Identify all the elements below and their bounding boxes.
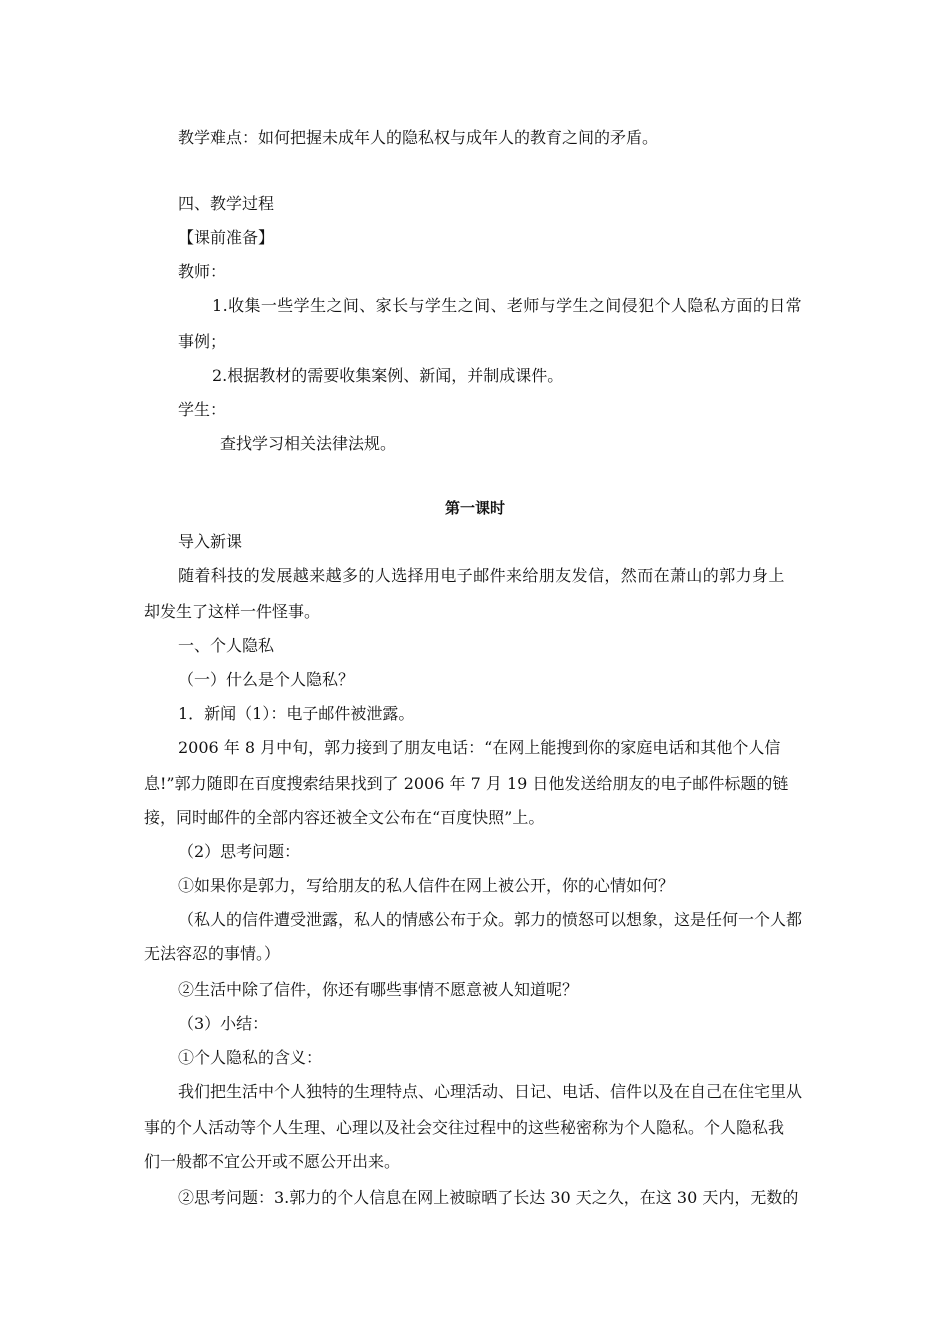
news-1-heading: 1．新闻（1）：电子邮件被泄露。 xyxy=(178,704,415,723)
news-paragraph-cont-2: 接，同时邮件的全部内容还被全文公布在“百度快照”上。 xyxy=(144,808,545,827)
intro-paragraph-cont: 却发生了这样一件怪事。 xyxy=(144,602,321,621)
privacy-definition-cont-2: 们一般都不宜公开或不愿公开出来。 xyxy=(144,1152,401,1171)
label-student: 学生： xyxy=(178,400,227,419)
intro-paragraph: 随着科技的发展越来越多的人选择用电子邮件来给朋友发信，然而在萧山的郭力身上 xyxy=(178,566,785,585)
question-2: ②生活中除了信件，你还有哪些事情不愿意被人知道呢？ xyxy=(178,980,579,999)
label-teacher: 教师： xyxy=(178,262,227,281)
student-item: 查找学习相关法律法规。 xyxy=(220,434,397,453)
question-1: ①如果你是郭力，写给朋友的私人信件在网上被公开，你的心情如何？ xyxy=(178,876,675,895)
teaching-difficulty: 教学难点：如何把握未成年人的隐私权与成年人的教育之间的矛盾。 xyxy=(178,128,659,147)
answer-1: （私人的信件遭受泄露，私人的情感公布于众。郭力的愤怒可以想象，这是任何一个人都 xyxy=(178,910,803,929)
think-question-heading: （2）思考问题： xyxy=(178,842,301,861)
summary-heading: （3）小结： xyxy=(178,1014,269,1033)
section-heading-teaching-process: 四、教学过程 xyxy=(178,194,275,213)
news-paragraph: 2006 年 8 月中旬，郭力接到了朋友电话：“在网上能搜到你的家庭电话和其他个人信 xyxy=(178,738,781,757)
privacy-definition: 我们把生活中个人独特的生理特点、心理活动、日记、电话、信件以及在自己在住宅里从 xyxy=(178,1082,803,1101)
teacher-item-1: 1.收集一些学生之间、家长与学生之间、老师与学生之间侵犯个人隐私方面的日常 xyxy=(212,296,803,315)
section-personal-privacy: 一、个人隐私 xyxy=(178,636,275,655)
teacher-item-1-cont: 事例； xyxy=(178,332,227,351)
intro-heading: 导入新课 xyxy=(178,532,243,551)
news-paragraph-cont-1: 息!”郭力随即在百度搜索结果找到了 2006 年 7 月 19 日他发送给朋友的电子邮件标题的链 xyxy=(144,774,789,793)
summary-item-1: ①个人隐私的含义： xyxy=(178,1048,323,1067)
teacher-item-2: 2.根据教材的需要收集案例、新闻，并制成课件。 xyxy=(212,366,564,385)
subheading-preparation: 【课前准备】 xyxy=(178,228,275,247)
question-3: ②思考问题：3.郭力的个人信息在网上被晾晒了长达 30 天之久，在这 30 天内，无数的 xyxy=(178,1188,799,1207)
answer-1-cont: 无法容忍的事情。） xyxy=(144,944,281,963)
privacy-definition-cont-1: 事的个人活动等个人生理、心理以及社会交往过程中的这些秘密称为个人隐私。个人隐私我 xyxy=(144,1118,785,1137)
subsection-what-is-privacy: （一）什么是个人隐私？ xyxy=(178,670,355,689)
lesson-title: 第一课时 xyxy=(444,499,505,517)
